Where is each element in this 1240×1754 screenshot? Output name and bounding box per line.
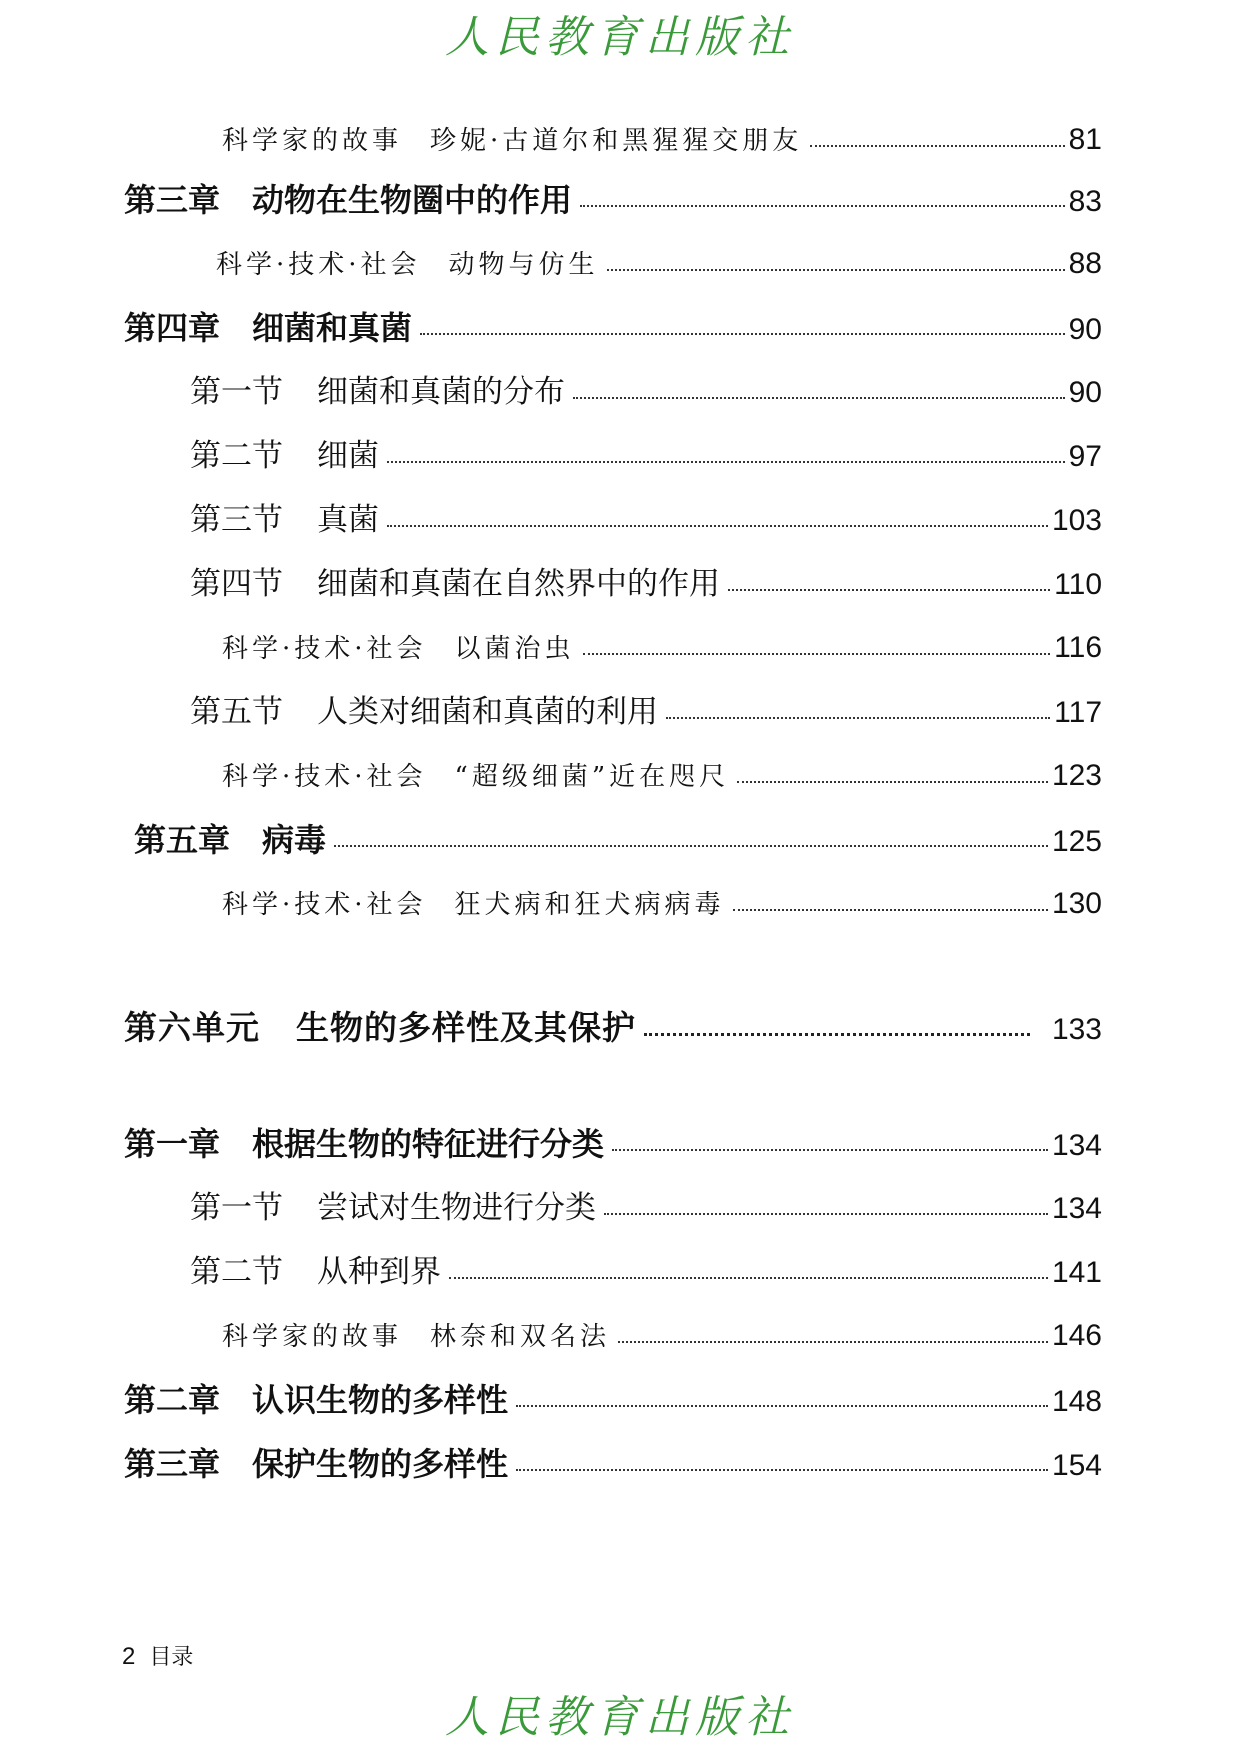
toc-page-number: 88 (1068, 247, 1102, 280)
toc-entry-feature[interactable] (222, 626, 1102, 670)
toc-entry-title: 保护生物的多样性 (252, 1445, 509, 1483)
toc-entry-chapter[interactable] (124, 1122, 1102, 1166)
toc-entry-title: 人类对细菌和真菌的利用 (317, 694, 658, 730)
toc-entry-label: 第四节 (190, 566, 283, 602)
toc-leader-dots (810, 145, 1064, 147)
toc-entry-section[interactable] (190, 1250, 1102, 1294)
toc-entry-label: 第一节 (190, 374, 283, 410)
toc-page-number: 103 (1051, 504, 1102, 537)
toc-page-number: 81 (1068, 123, 1102, 156)
toc-page-number: 110 (1054, 568, 1102, 601)
toc-entry-feature[interactable] (216, 242, 1102, 286)
toc-leader-dots (573, 397, 1065, 399)
toc-entry-title: “超级细菌”近在咫尺 (454, 762, 730, 792)
toc-page-number: 130 (1051, 887, 1102, 920)
toc-entry-title: 细菌和真菌在自然界中的作用 (317, 566, 720, 602)
toc-leader-dots (449, 1277, 1048, 1279)
toc-entry-title: 真菌 (317, 502, 379, 538)
toc-page-number: 134 (1051, 1192, 1102, 1225)
toc-entry-label: 科学·技术·社会 (222, 634, 427, 664)
toc-leader-dots (607, 269, 1065, 271)
publisher-logo-bottom: 人民教育出版社 (445, 1692, 795, 1743)
toc-page-number: 117 (1054, 696, 1102, 729)
toc-page-number: 83 (1068, 185, 1102, 218)
toc-page-number: 141 (1051, 1256, 1102, 1289)
toc-entry-feature[interactable] (222, 1314, 1102, 1358)
toc-leader-dots (644, 1033, 1030, 1036)
toc-leader-dots (387, 461, 1065, 463)
toc-entry-title: 病毒 (262, 821, 327, 859)
toc-page-number: 146 (1051, 1319, 1102, 1352)
toc-entry-feature[interactable] (222, 882, 1102, 926)
toc-entry-label: 科学家的故事 (222, 126, 403, 156)
toc-entry-label: 科学·技术·社会 (216, 250, 421, 280)
footer-section-title: 目录 (149, 1645, 194, 1670)
toc-entry-label: 第三节 (190, 502, 283, 538)
toc-entry-unit[interactable] (124, 1006, 1102, 1050)
toc-entry-label: 科学·技术·社会 (222, 890, 427, 920)
toc-leader-dots (516, 1405, 1048, 1407)
toc-entry-section[interactable] (190, 690, 1102, 734)
toc-entry-title: 尝试对生物进行分类 (317, 1190, 596, 1226)
toc-entry-label: 第三章 (124, 181, 221, 219)
toc-entry-chapter[interactable] (124, 1378, 1102, 1422)
toc-entry-label: 第六单元 (124, 1008, 260, 1047)
toc-page-number: 116 (1054, 631, 1102, 664)
toc-leader-dots (516, 1469, 1048, 1471)
toc-entry-section[interactable] (190, 498, 1102, 542)
toc-entry-title: 细菌 (317, 438, 379, 474)
toc-entry-title: 生物的多样性及其保护 (296, 1008, 636, 1047)
toc-entry-section[interactable] (190, 1186, 1102, 1230)
toc-entry-label: 科学家的故事 (222, 1322, 403, 1352)
toc-leader-dots (387, 525, 1048, 527)
toc-page-number: 123 (1051, 759, 1102, 792)
toc-page-number: 148 (1051, 1385, 1102, 1418)
toc-leader-dots (733, 909, 1048, 911)
toc-entry-label: 第二节 (190, 1254, 283, 1290)
toc-entry-title: 认识生物的多样性 (252, 1381, 509, 1419)
toc-entry-title: 林奈和双名法 (430, 1322, 611, 1352)
toc-page-number: 97 (1068, 440, 1102, 473)
toc-entry-label: 第二节 (190, 438, 283, 474)
toc-entry-title: 根据生物的特征进行分类 (252, 1125, 605, 1163)
toc-leader-dots (334, 845, 1048, 847)
toc-entry-label: 第四章 (124, 309, 221, 347)
toc-entry-feature[interactable] (222, 118, 1102, 162)
toc-entry-chapter[interactable] (124, 306, 1102, 350)
toc-page-number: 125 (1051, 825, 1102, 858)
toc-leader-dots (583, 653, 1051, 655)
toc-entry-label: 第一节 (190, 1190, 283, 1226)
toc-entry-label: 第五章 (134, 821, 231, 859)
toc-page-number: 134 (1051, 1129, 1102, 1162)
toc-page-number: 133 (1051, 1013, 1102, 1046)
toc-page-number: 90 (1068, 376, 1102, 409)
toc-page-number: 90 (1068, 313, 1102, 346)
toc-leader-dots (737, 781, 1048, 783)
toc-entry-feature[interactable] (222, 754, 1102, 798)
page-footer (122, 1640, 193, 1671)
toc-entry-label: 第一章 (124, 1125, 221, 1163)
toc-entry-section[interactable] (190, 562, 1102, 606)
toc-leader-dots (728, 589, 1050, 591)
toc-entry-chapter[interactable] (124, 1442, 1102, 1486)
toc-entry-label: 第五节 (190, 694, 283, 730)
toc-entry-title: 狂犬病和狂犬病病毒 (454, 890, 725, 920)
toc-leader-dots (618, 1341, 1048, 1343)
toc-entry-title: 细菌和真菌 (252, 309, 413, 347)
toc-entry-title: 以菌治虫 (454, 634, 575, 664)
toc-leader-dots (604, 1213, 1048, 1215)
publisher-logo-top: 人民教育出版社 (445, 12, 795, 63)
toc-leader-dots (666, 717, 1050, 719)
toc-entry-chapter[interactable] (134, 818, 1102, 862)
toc-entry-title: 从种到界 (317, 1254, 441, 1290)
toc-page-number: 154 (1051, 1449, 1102, 1482)
page-number: 2 (122, 1643, 136, 1670)
toc-entry-label: 第二章 (124, 1381, 221, 1419)
toc-leader-dots (580, 205, 1065, 207)
toc-leader-dots (612, 1149, 1048, 1151)
toc-entry-chapter[interactable] (124, 178, 1102, 222)
toc-entry-label: 第三章 (124, 1445, 221, 1483)
toc-entry-title: 动物在生物圈中的作用 (252, 181, 573, 219)
toc-leader-dots (420, 333, 1065, 335)
toc-entry-label: 科学·技术·社会 (222, 762, 427, 792)
toc-entry-section[interactable] (190, 370, 1102, 414)
toc-entry-title: 细菌和真菌的分布 (317, 374, 565, 410)
toc-entry-section[interactable] (190, 434, 1102, 478)
toc-entry-title: 动物与仿生 (448, 250, 599, 280)
toc-entry-title: 珍妮·古道尔和黑猩猩交朋友 (430, 126, 803, 156)
